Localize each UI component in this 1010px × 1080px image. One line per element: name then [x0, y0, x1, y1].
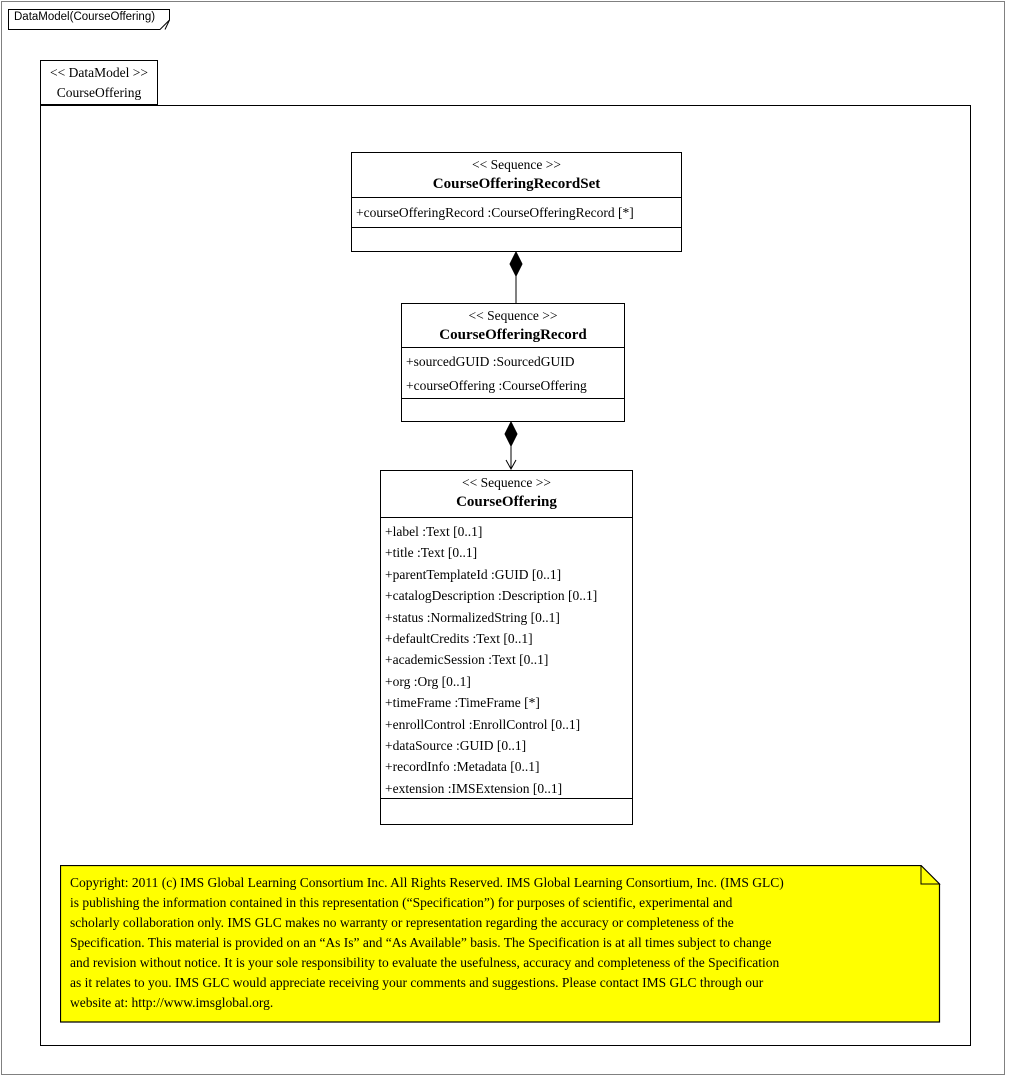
class-stereotype: << Sequence >>: [472, 157, 561, 172]
class-attributes: [381, 518, 632, 799]
class-name: CourseOfferingRecordSet: [432, 176, 601, 192]
attribute-row: +catalogDescription :Description [0..1]: [385, 588, 598, 604]
class-name: CourseOfferingRecord: [439, 327, 587, 343]
attribute-row: +enrollControl :EnrollControl [0..1]: [385, 716, 581, 732]
class-stereotype: << Sequence >>: [468, 308, 558, 323]
class-attributes: [352, 198, 681, 228]
attribute-row: +org :Org [0..1]: [385, 673, 471, 689]
attribute-row: +defaultCredits :Text [0..1]: [385, 631, 533, 647]
attribute-row: +timeFrame :TimeFrame [*]: [385, 695, 540, 711]
class-course-offering[interactable]: [380, 470, 633, 825]
note-line: is publishing the information contained in this representation (“Specification”) for purposes of scientific, experimental and: [70, 895, 733, 910]
class-header: [402, 304, 624, 348]
class-empty-compartment: [381, 799, 632, 824]
attribute-row: +sourcedGUID :SourcedGUID: [406, 354, 575, 369]
attribute-row: +parentTemplateId :GUID [0..1]: [385, 566, 562, 582]
note-text: [70, 873, 930, 1013]
class-header: [352, 153, 681, 198]
attribute-row: +courseOffering :CourseOffering: [406, 378, 587, 393]
diagram-tab-label: DataModel(CourseOffering): [14, 11, 156, 23]
class-attributes: [402, 348, 624, 399]
class-name: CourseOffering: [456, 494, 557, 510]
frame-label[interactable]: [40, 60, 158, 105]
composition-diamond-arrow-icon: [504, 422, 518, 470]
note-line: Specification. This material is provided on an “As Is” and “As Available” basis. The Specification is at all times subject to change: [70, 935, 772, 950]
class-empty-compartment: [352, 228, 681, 251]
attribute-row: +academicSession :Text [0..1]: [385, 652, 549, 668]
class-header: [381, 471, 632, 518]
connector-composition-1[interactable]: [509, 252, 523, 309]
attribute-row: +recordInfo :Metadata [0..1]: [385, 759, 540, 775]
attribute-row: +label :Text [0..1]: [385, 524, 483, 539]
note-line: website at: http://www.imsglobal.org.: [70, 995, 274, 1010]
attribute-row: +status :NormalizedString [0..1]: [385, 609, 560, 625]
composition-diamond-icon: [509, 252, 523, 304]
class-stereotype: << Sequence >>: [462, 475, 551, 490]
class-empty-compartment: [402, 399, 624, 421]
note-line: as it relates to you. IMS GLC would appreciate receiving your comments and suggestions. Please contact IMS GLC through our: [70, 975, 764, 990]
class-course-offering-record[interactable]: [401, 303, 625, 422]
note-line: Copyright: 2011 (c) IMS Global Learning Consortium Inc. All Rights Reserved. IMS Global Learning Consortium, Inc. (IMS GLC): [70, 875, 784, 890]
frame-name: CourseOffering: [56, 85, 142, 100]
class-course-offering-record-set[interactable]: [351, 152, 682, 252]
attribute-row: +extension :IMSExtension [0..1]: [385, 780, 563, 796]
attribute-row: +dataSource :GUID [0..1]: [385, 738, 527, 754]
copyright-note[interactable]: [60, 865, 941, 1023]
attribute-row: +title :Text [0..1]: [385, 545, 478, 561]
note-line: and revision without notice. It is your sole responsibility to evaluate the usefulness, accuracy and completeness of the Specification: [70, 955, 780, 970]
diagram-name-tab[interactable]: [8, 9, 178, 31]
note-line: scholarly collaboration only. IMS GLC makes no warranty or representation regarding the accuracy or completeness of the: [70, 915, 734, 930]
connector-composition-2[interactable]: [504, 422, 518, 475]
frame-stereotype: << DataModel >>: [50, 65, 148, 80]
attribute-row: +courseOfferingRecord :CourseOfferingRecord [*]: [356, 205, 634, 220]
